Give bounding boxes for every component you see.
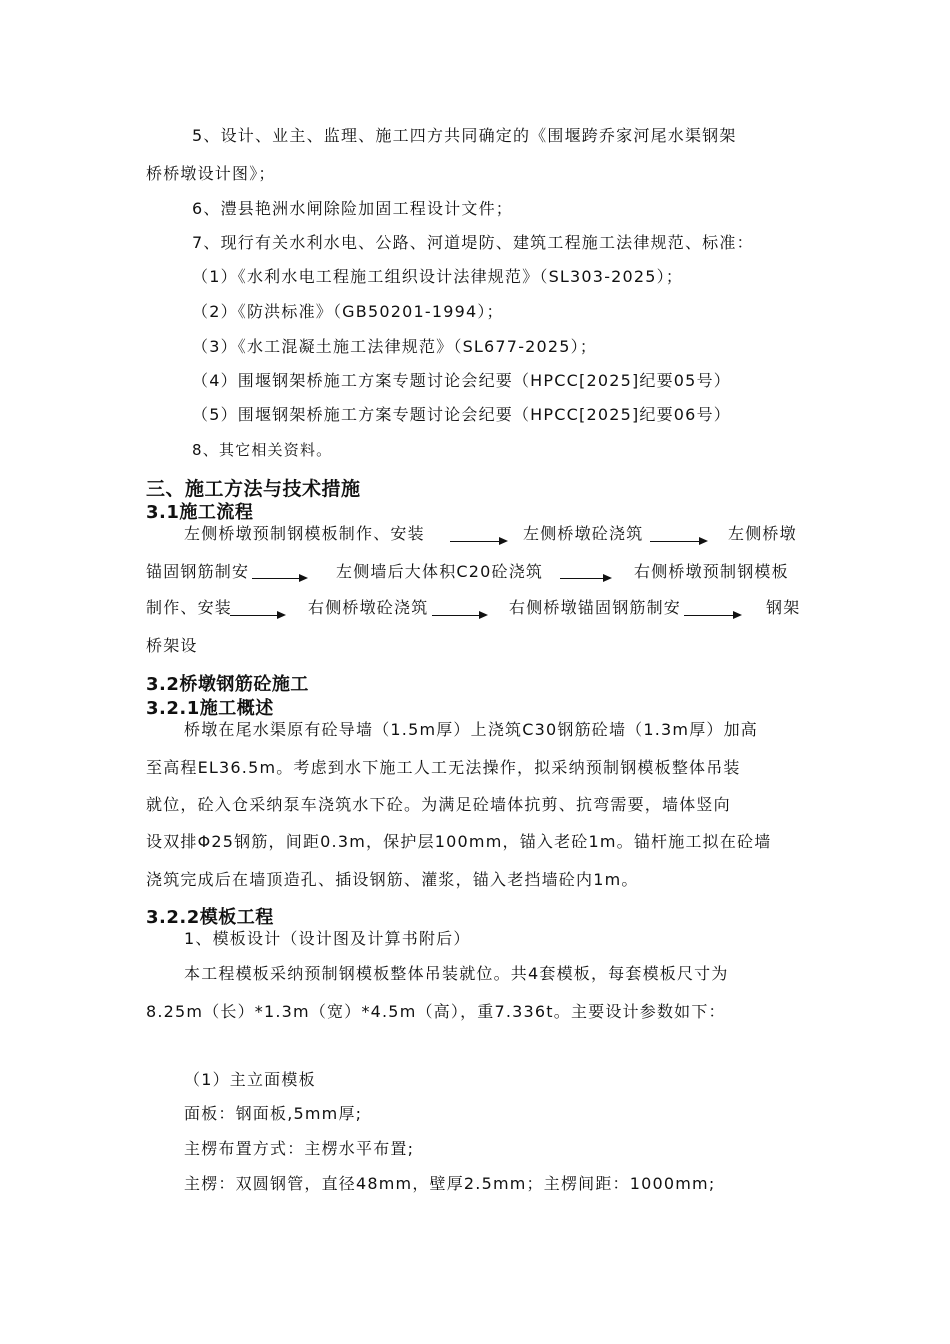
formwork-para-line-1: 本工程模板采纳预制钢模板整体吊装就位。共4套模板，每套模板尺寸为 [184, 964, 729, 983]
flow-arrow-3 [252, 578, 300, 579]
overview-line-4: 设双排Φ25钢筋，间距0.3m，保护层100mm，锚入老砼1m。锚杆施工拟在砼墙 [146, 832, 772, 851]
layout-spec: 主楞布置方式：主楞水平布置; [184, 1139, 415, 1158]
formwork-para-line-2: 8.25m（长）*1.3m（宽）*4.5m（高），重7.336t。主要设计参数如下： [146, 1002, 726, 1021]
flow-step-8a: 钢架 [766, 598, 801, 617]
flow-arrow-6 [432, 615, 480, 616]
basis-sub-2: （2）《防洪标准》（GB50201-1994）； [192, 302, 504, 321]
flow-step-6: 右侧桥墩砼浇筑 [308, 598, 429, 617]
basis-sub-3: （3）《水工混凝土施工法律规范》（SL677-2025）； [192, 337, 598, 356]
formwork-item-1: 1、模板设计（设计图及计算书附后） [184, 929, 471, 948]
section-3-2-2-title: 3.2.2模板工程 [146, 907, 274, 928]
flow-step-5b: 制作、安装 [146, 598, 233, 617]
flow-step-8b: 桥架设 [146, 636, 198, 655]
panel-spec: 面板：钢面板,5mm厚; [184, 1104, 363, 1123]
section-3-1-title: 3.1施工流程 [146, 502, 254, 523]
main-face-title: （1）主立面模板 [184, 1070, 316, 1089]
basis-item-5-line1: 5、设计、业主、监理、施工四方共同确定的《围堰跨乔家河尾水渠钢架 [192, 126, 737, 145]
basis-sub-4: （4）围堰钢架桥施工方案专题讨论会纪要（HPCC[2025]纪要05号） [192, 371, 731, 390]
section-3-2-title: 3.2桥墩钢筋砼施工 [146, 674, 309, 695]
flow-arrow-2 [650, 541, 700, 542]
main-rib-spec: 主楞：双圆钢管，直径48mm，壁厚2.5mm；主楞间距：1000mm; [184, 1174, 716, 1193]
section-3-title: 三、施工方法与技术措施 [146, 478, 361, 500]
overview-line-5: 浇筑完成后在墙顶造孔、插设钢筋、灌浆，锚入老挡墙砼内1m。 [146, 870, 639, 889]
basis-item-8: 8、其它相关资料。 [192, 441, 333, 459]
flow-step-5a: 右侧桥墩预制钢模板 [634, 562, 789, 581]
flow-step-2: 左侧桥墩砼浇筑 [523, 524, 644, 543]
section-3-2-1-title: 3.2.1施工概述 [146, 698, 274, 719]
flow-step-7: 右侧桥墩锚固钢筋制安 [509, 598, 682, 617]
flow-step-3b: 锚固钢筋制安 [146, 562, 250, 581]
flow-arrow-1 [450, 541, 500, 542]
flow-step-4: 左侧墙后大体积C20砼浇筑 [336, 562, 544, 581]
overview-line-1: 桥墩在尾水渠原有砼导墙（1.5m厚）上浇筑C30钢筋砼墙（1.3m厚）加高 [184, 720, 758, 739]
flow-arrow-7 [684, 615, 734, 616]
flow-arrow-4 [560, 578, 604, 579]
basis-item-5-line2: 桥桥墩设计图》； [146, 164, 276, 183]
flow-arrow-5 [230, 615, 278, 616]
flow-step-1: 左侧桥墩预制钢模板制作、安装 [184, 524, 425, 543]
basis-sub-5: （5）围堰钢架桥施工方案专题讨论会纪要（HPCC[2025]纪要06号） [192, 405, 731, 424]
basis-item-7: 7、现行有关水利水电、公路、河道堤防、建筑工程施工法律规范、标准： [192, 233, 754, 252]
basis-item-6: 6、澧县艳洲水闸除险加固工程设计文件； [192, 199, 513, 218]
basis-sub-1: （1）《水利水电工程施工组织设计法律规范》（SL303-2025）； [192, 267, 684, 286]
overview-line-3: 就位，砼入仓采纳泵车浇筑水下砼。为满足砼墙体抗剪、抗弯需要，墙体竖向 [146, 795, 731, 814]
overview-line-2: 至高程EL36.5m。考虑到水下施工人工无法操作，拟采纳预制钢模板整体吊装 [146, 758, 741, 777]
flow-step-3a: 左侧桥墩 [728, 524, 797, 543]
